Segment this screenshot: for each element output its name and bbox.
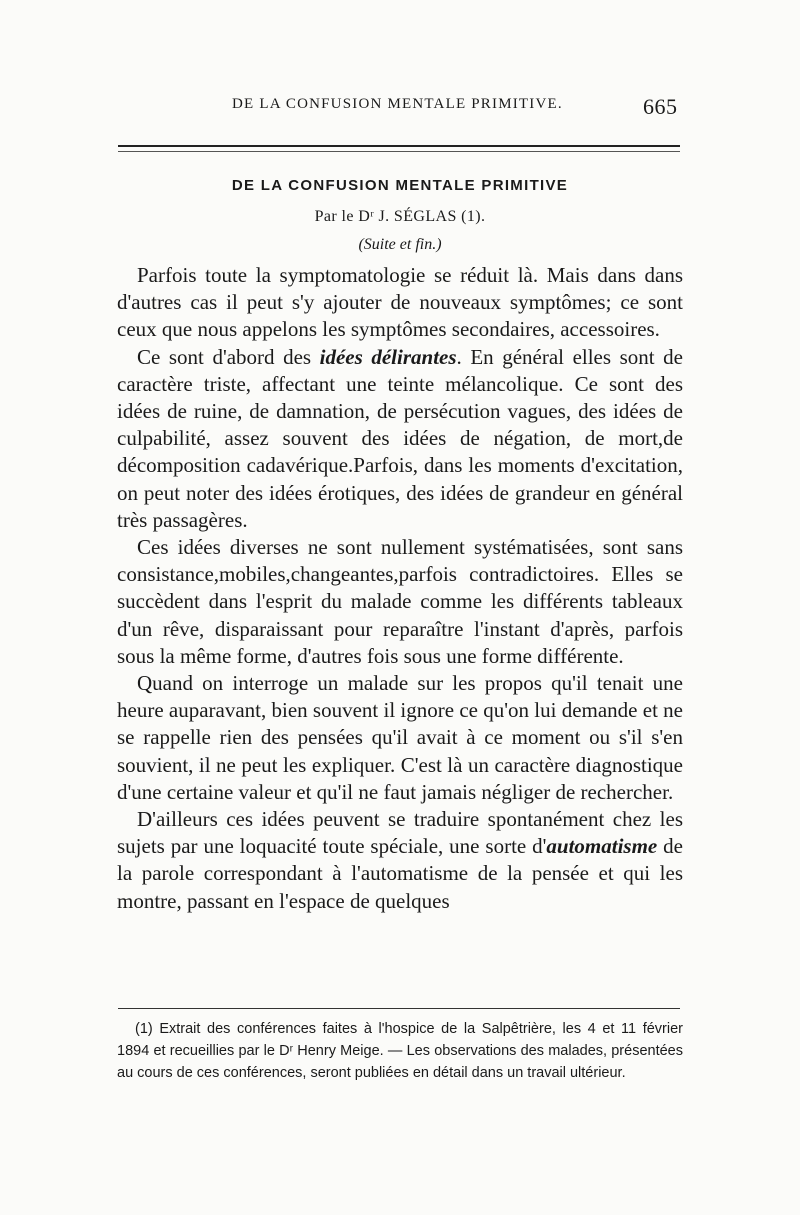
- emphasized-term: idées délirantes: [319, 344, 457, 369]
- footnote: [117, 1018, 683, 1084]
- paragraph: [117, 262, 683, 344]
- paragraph: [117, 806, 683, 915]
- header-rule-thin: [118, 151, 680, 152]
- footnote-text: (1) Extrait des conférences faites à l'hospice de la Salpêtrière, les 4 et 11 février 1894 et recueillies par le Dʳ Henry Meige. — Les observations des malades, présentées au cours de ces conférences, seront publiées en détail dans un travail ultérieur.: [117, 1021, 683, 1081]
- header-rule: [118, 145, 680, 147]
- paragraph-text: . En général elles sont de caractère triste, affectant une teinte mélancolique. Ce sont des idées de ruine, de damnation, de persécution vagues, des idées de culpabilité, assez souvent des idées de négation, de mort,de décomposition cadavérique.Parfois, dans les moments d'excitation, on peut noter des idées érotiques, des idées de grandeur en général très passagères.: [117, 344, 683, 532]
- emphasized-term: automatisme: [546, 834, 658, 859]
- author-byline: Par le Dʳ J. SÉGLAS (1).: [314, 208, 486, 225]
- article-title: DE LA CONFUSION MENTALE PRIMITIVE: [231, 177, 569, 194]
- body-text: [117, 262, 683, 915]
- paragraph: [117, 670, 683, 806]
- paragraph: [117, 534, 683, 670]
- paragraph-text: D'ailleurs ces idées peuvent se traduire spontanément chez les sujets par une loquacité toute spéciale, une sorte d': [117, 807, 683, 859]
- paragraph-text: Ces idées diverses ne sont nullement systématisées, sont sans consistance,mobiles,changeantes,parfois contradictoires. Elles se succèdent dans l'esprit du malade comme les différents tableaux d'un rêve, disparaissant pour reparaître l'instant d'après, parfois sous la même forme, d'autres fois sous une forme différente.: [117, 535, 683, 668]
- paragraph-text: de la parole correspondant à l'automatisme de la pensée et qui les montre, passant en l'espace de quelques: [117, 834, 683, 913]
- running-head: DE LA CONFUSION MENTALE PRIMITIVE.: [232, 96, 563, 112]
- paragraph: [117, 344, 683, 534]
- paragraph-text: Quand on interroge un malade sur les propos qu'il tenait une heure auparavant, bien souvent il ignore ce qu'on lui demande et ne se rappelle rien des pensées qu'il avait à ce moment ou s'il s'en souvient, il ne peut les expliquer. C'est là un caractère diagnostique d'une certaine valeur et qu'il ne faut jamais négliger de rechercher.: [117, 671, 683, 804]
- page-number: 665: [643, 94, 678, 119]
- paragraph-text: Ce sont d'abord des: [137, 344, 320, 369]
- footnote-rule: [118, 1008, 680, 1009]
- paragraph-text: Parfois toute la symptomatologie se réduit là. Mais dans dans d'autres cas il peut s'y ajouter de nouveaux symptômes; ce sont ceux que nous appelons les symptômes secondaires, accessoires.: [117, 263, 683, 342]
- continuation-note: (Suite et fin.): [358, 236, 442, 253]
